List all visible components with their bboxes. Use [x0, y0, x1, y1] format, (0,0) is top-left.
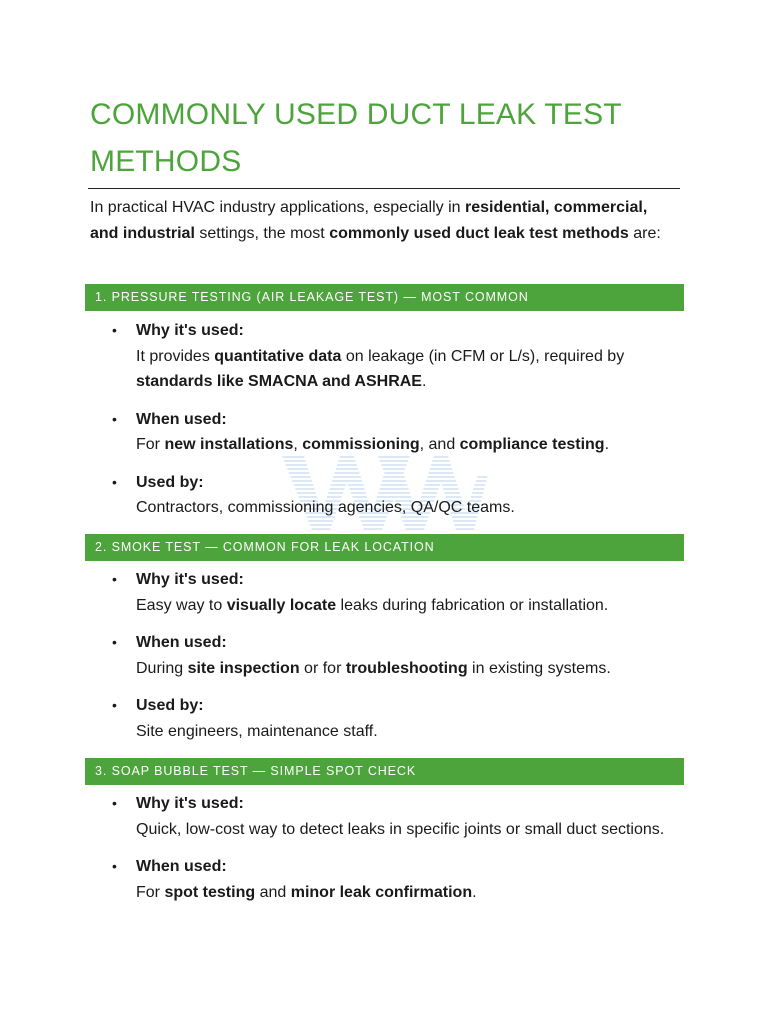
- bullet-bold: standards like SMACNA and ASHRAE: [136, 373, 422, 390]
- list-item: [90, 791, 680, 842]
- intro-text-2: settings, the most: [194, 224, 330, 242]
- bullet-text: Easy way to: [136, 596, 227, 614]
- bullet-bold: compliance testing: [459, 436, 605, 453]
- bullet-glyph: •: [112, 473, 117, 490]
- bullet-label: Used by:: [136, 473, 204, 491]
- intro-text-3: are:: [628, 224, 661, 242]
- bullet-label: Why it's used:: [136, 795, 244, 812]
- bullet-bold: troubleshooting: [345, 659, 468, 677]
- bullet-text: It provides: [136, 347, 215, 365]
- bullet-body: Site engineers, maintenance staff.: [136, 722, 378, 740]
- bullet-bold: visually locate: [226, 596, 337, 614]
- intro-paragraph: [90, 195, 680, 246]
- list-item: [90, 567, 680, 618]
- section-3-bullet-list: [90, 791, 680, 905]
- section-1-bullet-list: [90, 318, 680, 521]
- bullet-body: [136, 656, 680, 682]
- bullet-text: .: [421, 373, 427, 390]
- bullet-bold: spot testing: [164, 883, 256, 901]
- bullet-text: and: [255, 883, 291, 901]
- bullet-bold: site inspection: [187, 659, 300, 677]
- list-item: [90, 693, 680, 744]
- bullet-label: When used:: [136, 634, 227, 651]
- section-heading-smoke-test: 2. SMOKE TEST — COMMON FOR LEAK LOCATION: [85, 534, 684, 561]
- bullet-bold: quantitative data: [214, 347, 342, 365]
- bullet-body: Contractors, commissioning agencies, QA/QC teams.: [136, 499, 515, 516]
- bullet-text: ,: [293, 436, 303, 453]
- bullet-label: Why it's used:: [136, 571, 244, 588]
- bullet-text: in existing systems.: [467, 659, 611, 677]
- bullet-label: When used:: [136, 410, 227, 428]
- bullet-label: Used by:: [136, 697, 204, 714]
- section-heading-soap-bubble-test: 3. SOAP BUBBLE TEST — SIMPLE SPOT CHECK: [85, 758, 684, 785]
- bullet-body: [136, 432, 680, 458]
- title-divider: [88, 188, 680, 189]
- bullet-glyph: •: [112, 697, 117, 713]
- section-2-bullet-list: [90, 567, 680, 744]
- bullet-text: For: [136, 883, 165, 901]
- bullet-glyph: •: [112, 795, 117, 811]
- bullet-body: [136, 593, 680, 619]
- bullet-glyph: •: [112, 322, 117, 338]
- bullet-glyph: •: [112, 634, 117, 650]
- bullet-glyph: •: [112, 410, 117, 427]
- bullet-glyph: •: [112, 858, 117, 874]
- list-item: [90, 470, 680, 521]
- bullet-text: For: [136, 436, 165, 453]
- list-item: [90, 630, 680, 681]
- bullet-body: [136, 344, 680, 395]
- list-item: [90, 854, 680, 905]
- bullet-text: , and: [419, 436, 460, 453]
- bullet-label: Why it's used:: [136, 322, 244, 339]
- bullet-label: When used:: [136, 858, 227, 875]
- intro-bold-2: commonly used duct leak test methods: [329, 224, 629, 242]
- bullet-body: [136, 880, 680, 906]
- bullet-text: or for: [299, 659, 346, 677]
- bullet-text: .: [604, 436, 610, 453]
- list-item: [90, 407, 680, 458]
- bullet-text: During: [136, 659, 188, 677]
- intro-text-1: In practical HVAC industry applications, especially in: [90, 199, 465, 216]
- bullet-bold: new installations: [164, 436, 294, 453]
- page-title: COMMONLY USED DUCT LEAK TEST METHODS: [90, 98, 622, 178]
- bullet-body: Quick, low-cost way to detect leaks in specific joints or small duct sections.: [136, 820, 665, 838]
- bullet-text: leaks during fabrication or installation.: [336, 596, 609, 614]
- section-heading-pressure-testing: 1. PRESSURE TESTING (AIR LEAKAGE TEST) — MOST COMMON: [85, 284, 684, 311]
- bullet-text: on leakage (in CFM or L/s), required by: [341, 347, 625, 365]
- bullet-bold: minor leak confirmation: [290, 883, 473, 901]
- list-item: [90, 318, 680, 395]
- intro-bold-1: residential, commercial, and industrial: [90, 199, 648, 242]
- bullet-text: .: [472, 883, 477, 901]
- bullet-bold: commissioning: [302, 436, 420, 453]
- bullet-glyph: •: [112, 571, 117, 587]
